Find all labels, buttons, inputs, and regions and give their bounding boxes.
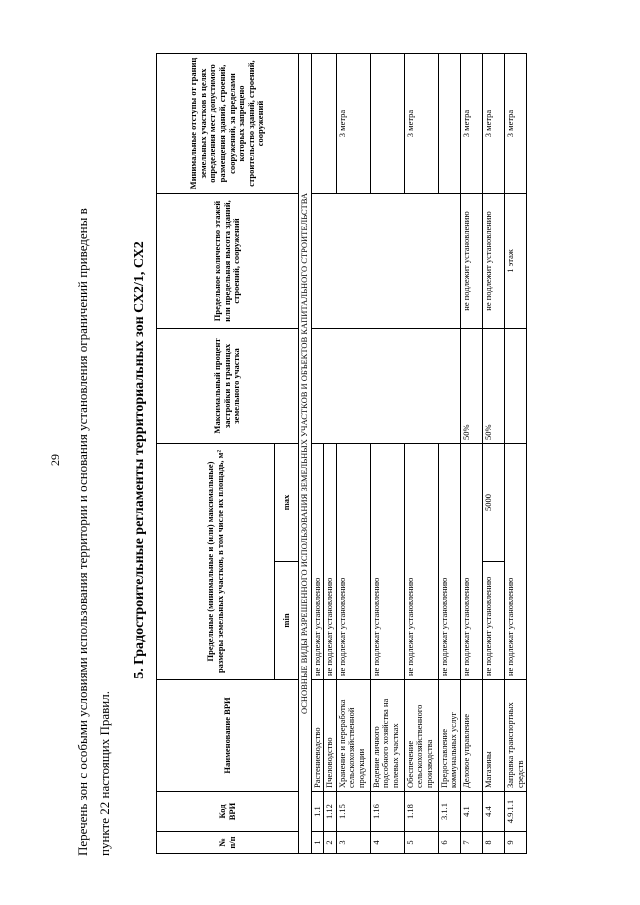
cell-num: 9 [504,832,526,854]
cell-size: не подлежат установлению [504,444,526,680]
cell-code: 4.4 [482,792,504,832]
intro-line-1: Перечень зон с особыми условиями использования территории и основания установления ограничений приведены в [75,208,90,856]
table-row [311,54,324,854]
cell-offset: 3 метра [482,54,504,194]
cell-code: 1.12 [324,792,337,832]
header-floors: Предельное количество этажей или предельная высота зданий, строений, сооружений [157,194,299,329]
cell-offset: 3 метра [336,54,370,194]
cell-size: не подлежат установлению [460,444,482,680]
table-row [336,54,370,854]
cell-offset [438,54,460,194]
cell-code: 4.9.1.1 [504,792,526,832]
cell-offset [311,54,336,194]
cell-num: 5 [404,832,438,854]
cell-num: 7 [460,832,482,854]
group-title: ОСНОВНЫЕ ВИДЫ РАЗРЕШЕННОГО ИСПОЛЬЗОВАНИЯ ЗЕМЕЛЬНЫХ УЧАСТКОВ И ОБЪЕКТОВ КАПИТАЛЬНОГО СТРОИТЕЛЬСТВА [299,54,312,854]
cell-code: 1.16 [370,792,404,832]
cell-name: Пчеловодство [324,680,337,792]
table-row [460,54,482,854]
cell-percent [311,329,460,444]
cell-percent: 50% [460,329,482,444]
cell-size: не подлежат установлению [336,444,370,680]
header-percent: Максимальный процент застройки в границах земельного участка [157,329,299,444]
cell-name: Ведение личного подсобного хозяйства на полевых участках [370,680,404,792]
cell-name: Магазины [482,680,504,792]
cell-floors: не подлежит установлению [482,194,504,329]
page-number: 29 [48,454,62,466]
cell-offset: 3 метра [504,54,526,194]
document-sheet [40,40,620,880]
cell-name: Заправка транспортных средств [504,680,526,792]
cell-code: 1.15 [336,792,370,832]
cell-num: 6 [438,832,460,854]
cell-size: не подлежат установлению [438,444,460,680]
cell-size: не подлежат установлению [324,444,337,680]
cell-name: Предоставление коммунальных услуг [438,680,460,792]
section-title: 5. Градостроительные регламенты территориальных зон СХ2/1, СХ2 [132,241,147,679]
cell-size: не подлежат установлению [404,444,438,680]
header-code: Код ВРИ [157,792,299,832]
cell-offset: 3 метра [460,54,482,194]
header-max: max [275,444,299,562]
cell-min: не подлежит установлению [482,562,504,680]
header-offsets: Минимальные отступы от границ земельных участков в целях определения мест допустимого размещения зданий, строений, сооружений, за пределами которых запрещено строительство зданий, строений, сооружений [157,54,299,194]
cell-num: 4 [370,832,404,854]
cell-max: 5000 [482,444,504,562]
table-row [404,54,438,854]
cell-name: Хранение и переработка сельскохозяйственной продукции [336,680,370,792]
cell-floors [311,194,460,329]
header-min: min [275,562,299,680]
cell-name: Обеспечение сельскохозяйственного производства [404,680,438,792]
cell-offset: 3 метра [404,54,438,194]
cell-floors: 1 этаж [504,194,526,329]
cell-size: не подлежат установлению [370,444,404,680]
cell-percent: 50% [482,329,504,444]
cell-num: 8 [482,832,504,854]
cell-name: Растениеводство [311,680,324,792]
cell-name: Деловое управление [460,680,482,792]
cell-num: 2 [324,832,337,854]
cell-code: 4.1 [460,792,482,832]
cell-num: 1 [311,832,324,854]
intro-line-2: пункте 22 настоящих Правил. [97,691,112,856]
regulations-table [156,53,527,854]
cell-floors: не подлежит установлению [460,194,482,329]
intro-paragraph [72,56,116,856]
cell-code: 1.18 [404,792,438,832]
cell-offset [370,54,404,194]
table-row [370,54,404,854]
header-size: Предельные (минимальные и (или) максимальные) размеры земельных участков, в том числе их площадь, м² [157,444,275,680]
cell-code: 3.1.1 [438,792,460,832]
group-row [299,54,312,854]
table-row [438,54,460,854]
cell-num: 3 [336,832,370,854]
header-name: Наименование ВРИ [157,680,299,792]
cell-size: не подлежат установлению [311,444,324,680]
cell-code: 1.1 [311,792,324,832]
header-num: № п/п [157,832,299,854]
table-row [482,54,504,854]
table-row [504,54,526,854]
cell-percent [504,329,526,444]
